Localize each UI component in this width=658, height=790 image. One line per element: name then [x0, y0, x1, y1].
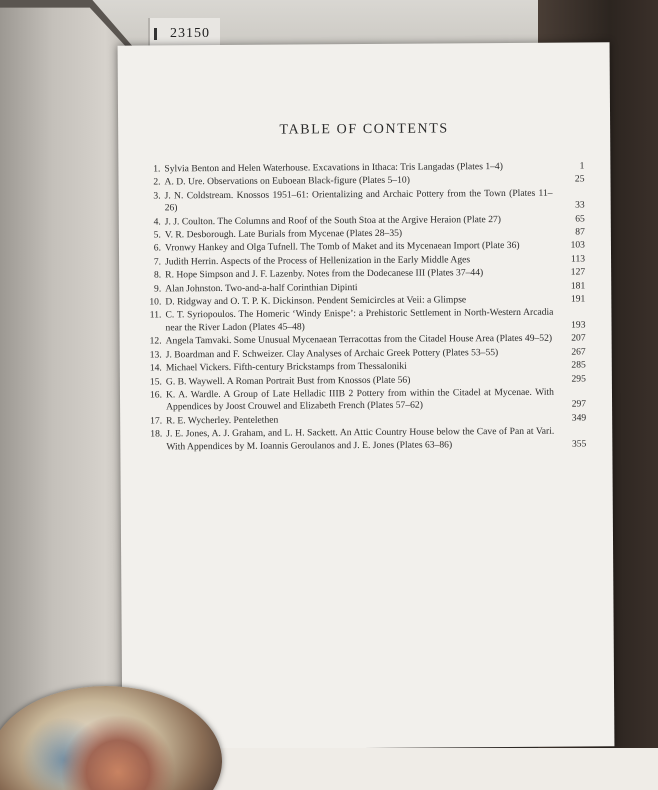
- toc-entry-number: 12.: [149, 335, 162, 347]
- toc-entry-title: Sylvia Benton and Helen Waterhouse. Excavations in Ithaca: Tris Langadas (Plates 1–4): [164, 161, 503, 175]
- toc-entry-number: 2.: [153, 176, 161, 188]
- toc-entry-page: 181: [570, 280, 586, 292]
- toc-entry-number: 5.: [153, 229, 161, 241]
- book-cover: [0, 0, 132, 760]
- toc-entry: [140, 386, 586, 414]
- toc-entry-number: 6.: [153, 242, 162, 254]
- toc-entry-title: Angela Tamvaki. Some Unusual Mycenaean Terracottas from the Citadel House Area (Plates 49–52): [165, 332, 553, 347]
- toc-entry-number: 16.: [149, 389, 163, 401]
- toc-entry-number: 10.: [149, 296, 162, 308]
- toc-entry-number: 3.: [153, 190, 161, 202]
- spine-label-number: 23150: [170, 26, 210, 41]
- book-page: [118, 42, 615, 749]
- magnifier-reflection: [10, 706, 190, 790]
- toc-entry-number: 11.: [149, 309, 162, 321]
- toc-entry-page: 297: [571, 398, 587, 410]
- toc-entry-page: 207: [571, 332, 586, 344]
- toc-entry-page: 295: [571, 372, 586, 385]
- toc-entry-number: 18.: [150, 428, 163, 440]
- toc-entry-number: 8.: [153, 269, 162, 281]
- toc-entry-title: Michael Vickers. Fifth-century Brickstamps from Thessaloniki: [165, 360, 407, 374]
- toc-entry-title: K. A. Wardle. A Group of Late Helladic IIIB 2 Pottery from within the Citadel at Mycenae. With Appendices by Joost Crouwel and Elizabeth French (Plates 57–62): [165, 386, 555, 413]
- toc-entry-page: 127: [570, 266, 586, 278]
- toc-entry-title: Vronwy Hankey and Olga Tufnell. The Tomb of Maket and its Mycenaean Import (Plate 36): [164, 240, 520, 254]
- toc-entry-page: 285: [571, 359, 586, 371]
- toc-entry-title: Alan Johnston. Two-and-a-half Corinthian Dipinti: [165, 281, 358, 295]
- toc-entry-title: G. B. Waywell. A Roman Portrait Bust from Knossos (Plate 56): [165, 374, 411, 387]
- toc-entry-page: 193: [571, 319, 586, 331]
- toc-entry-title: D. Ridgway and O. T. P. K. Dickinson. Pendent Semicircles at Veii: a Glimpse: [165, 294, 467, 308]
- page-title: TABLE OF CONTENTS: [279, 121, 449, 138]
- toc-entry-title: A. D. Ure. Observations on Euboean Black-figure (Plates 5–10): [164, 175, 410, 188]
- toc-entry-page: 355: [571, 437, 587, 450]
- toc-entry-number: 7.: [153, 256, 162, 268]
- toc-entry-page: 349: [571, 412, 587, 424]
- toc-entry-title: C. T. Syriopoulos. The Homeric ‘Windy Enispe’: a Prehistoric Settlement in North-Western Arcadia near the River Ladon (Plates 45–48): [165, 307, 554, 334]
- toc-entry: [140, 426, 586, 454]
- toc-entry-title: Judith Herrin. Aspects of the Process of Hellenization in the Early Middle Ages: [165, 254, 471, 268]
- toc-entry-number: 17.: [150, 415, 163, 427]
- toc-entry-number: 15.: [149, 375, 162, 388]
- toc-entry: [139, 187, 585, 215]
- toc-entry-title: J. J. Coulton. The Columns and Roof of the South Stoa at the Argive Heraion (Plate 27): [164, 213, 502, 228]
- toc-entry-page: 191: [570, 293, 586, 305]
- toc-entry-page: 33: [575, 199, 585, 211]
- toc-entry-page: 1: [579, 160, 585, 172]
- toc-entry-page: 25: [574, 173, 585, 185]
- toc-entry-page: 103: [570, 239, 585, 252]
- toc-entry-title: J. Boardman and F. Schweizer. Clay Analyses of Archaic Greek Pottery (Plates 53–55): [165, 346, 499, 361]
- toc-entry: [139, 307, 585, 335]
- toc-entry-number: 4.: [153, 216, 161, 228]
- contents-list: [138, 160, 586, 454]
- toc-entry-page: 65: [575, 213, 585, 225]
- toc-entry-number: 14.: [149, 362, 162, 374]
- toc-entry-page: 113: [570, 253, 586, 265]
- toc-entry-title: J. N. Coldstream. Knossos 1951–61: Orientalizing and Archaic Pottery from the Town (Plates 11–26): [164, 187, 553, 214]
- toc-entry-title: V. R. Desborough. Late Burials from Mycenae (Plates 28–35): [164, 227, 403, 241]
- toc-entry-number: 9.: [154, 283, 162, 295]
- toc-entry-page: 87: [575, 226, 585, 238]
- toc-entry-number: 13.: [149, 349, 162, 361]
- label-mark: [154, 28, 157, 40]
- toc-entry-title: R. Hope Simpson and J. F. Lazenby. Notes from the Dodecanese III (Plates 37–44): [165, 267, 484, 281]
- toc-entry-page: 267: [571, 346, 586, 358]
- toc-entry-title: R. E. Wycherley. Pentelethen: [166, 414, 279, 427]
- toc-entry-title: J. E. Jones, A. J. Graham, and L. H. Sackett. An Attic Country House below the Cave of Pan at Vari. With Appendices by M. Ioannis Geroulanos and J. E. Jones (Plates 63–86): [166, 425, 555, 452]
- toc-entry-number: 1.: [153, 163, 161, 175]
